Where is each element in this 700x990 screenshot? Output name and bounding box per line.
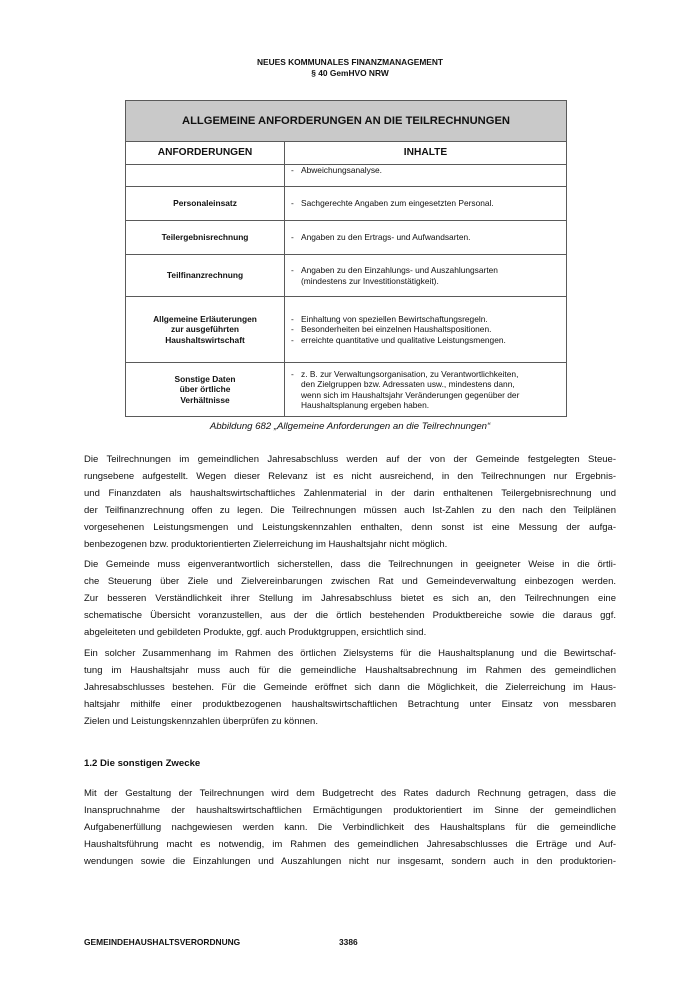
content-line: - Sachgerechte Angaben zum eingesetzten Personal. bbox=[291, 198, 494, 209]
requirement-label-line: Teilfinanzrechnung bbox=[166, 270, 244, 281]
paragraph-line: und Finanzdaten als haushaltswirtschaftliches Zahlenmaterial in der darin enthaltenen Teilergebnisrechnung und bbox=[84, 488, 616, 499]
paragraph-line: che Steuerung über Ziele und Zielvereinbarungen zwischen Rat und Gemeindeverwaltung einbezogen werden. bbox=[84, 576, 616, 587]
requirement-label bbox=[126, 187, 285, 221]
requirement-label bbox=[126, 221, 285, 255]
content-line: - Besonderheiten bei einzelnen Haushaltspositionen. bbox=[291, 324, 492, 335]
footer-title: GEMEINDEHAUSHALTSVERORDNUNG bbox=[84, 937, 241, 947]
paragraph-line: rungsebene aufgestellt. Wegen dieser Relevanz ist es nicht ausreichend, in den Teilrechnungen nur Ergebnis- bbox=[84, 471, 616, 482]
requirement-label-line: Allgemeine Erläuterungen bbox=[153, 313, 257, 324]
paragraph-line: Aufgabenerfüllung nachgewiesen werden kann. Die Verbindlichkeit des Haushaltsplans für die gemeindliche bbox=[84, 822, 616, 833]
requirement-label bbox=[126, 363, 285, 417]
requirement-label-line: Verhältnisse bbox=[180, 394, 230, 405]
page-header bbox=[0, 57, 700, 78]
content-line: - Angaben zu den Ertrags- und Aufwandsarten. bbox=[291, 232, 471, 243]
paragraph-line: Haushaltsführung macht es notwendig, im Rahmen des gemeindlichen Jahresabschlusses die Erträge und Auf- bbox=[84, 839, 616, 850]
paragraph-line: Inanspruchnahme der haushaltswirtschaftlichen Ermächtigungen produktorientiert im Sinne der gemeindlichen bbox=[84, 805, 616, 816]
content-cell bbox=[285, 297, 567, 363]
column-header-inhalte: INHALTE bbox=[285, 142, 567, 165]
table-row bbox=[126, 165, 567, 187]
table-body bbox=[126, 165, 567, 417]
paragraph-3 bbox=[84, 645, 616, 730]
table-row bbox=[126, 297, 567, 363]
requirement-label-line: über örtliche bbox=[179, 384, 231, 395]
paragraph-2 bbox=[84, 556, 616, 641]
section-heading: 1.2 Die sonstigen Zwecke bbox=[84, 758, 201, 769]
page-footer bbox=[84, 937, 358, 947]
requirements-table bbox=[125, 100, 567, 417]
requirement-label-line: Haushaltswirtschaft bbox=[165, 334, 245, 345]
content-line bbox=[291, 276, 566, 287]
requirement-label-line: Personaleinsatz bbox=[173, 198, 237, 209]
requirement-label bbox=[126, 297, 285, 363]
paragraph-line: Zur besseren Verständlichkeit ihrer Stellung im Jahresabschluss bietet es sich an, den Teilrechnungen eine bbox=[84, 593, 616, 604]
content-cell bbox=[285, 187, 567, 221]
content-text: (mindestens zur Investitionstätigkeit). bbox=[301, 275, 439, 286]
requirement-label bbox=[126, 255, 285, 297]
content-text: den Zielgruppen bzw. Adressaten usw., mindestens dann, bbox=[301, 379, 515, 389]
paragraph-line: der Teilfinanzrechnung offen zu legen. Die Teilrechnungen müssen auch Ist-Zahlen zu den nach den Teilplänen bbox=[84, 505, 616, 516]
paragraph-line: haltsjahr mithilfe einer produktbezogenen haushaltswirtschaftlichen Betrachtung unter Einsatz von messbaren bbox=[84, 699, 616, 710]
table-row bbox=[126, 187, 567, 221]
paragraph-line: tung im Haushaltsjahr muss auch für die gemeindliche Haushaltsabrechnung im Rahmen des gemeindlichen bbox=[84, 665, 616, 676]
paragraph-line: wendungen sowie die Einzahlungen und Auszahlungen nicht nur insgesamt, sondern auch in den produktorien- bbox=[84, 856, 616, 867]
paragraph-line: Jahresabschlusses bestehen. Für die Gemeinde eröffnet sich dann die Möglichkeit, die Zielerreichung im Haus- bbox=[84, 682, 616, 693]
content-text: Angaben zu den Ertrags- und Aufwandsarten. bbox=[301, 232, 471, 243]
content-line: - Einhaltung von speziellen Bewirtschaftungsregeln. bbox=[291, 313, 488, 324]
content-text: z. B. zur Verwaltungsorganisation, zu Verantwortlichkeiten, bbox=[301, 368, 519, 379]
paragraph-4 bbox=[84, 785, 616, 870]
content-cell bbox=[285, 255, 567, 297]
content-text: erreichte quantitative und qualitative Leistungsmengen. bbox=[301, 334, 506, 345]
paragraph-line: benbezogenen bzw. produktorientierten Zielerreichung im Haushaltsjahr nicht möglich. bbox=[84, 539, 448, 550]
paragraph-line: Die Teilrechnungen im gemeindlichen Jahresabschluss werden auf der von der Gemeinde festgelegten Steue- bbox=[84, 454, 616, 465]
content-text: Angaben zu den Einzahlungs- und Auszahlungsarten bbox=[301, 265, 498, 275]
figure-caption: Abbildung 682 „Allgemeine Anforderungen an die Teilrechnungen“ bbox=[209, 421, 491, 432]
content-cell bbox=[285, 363, 567, 417]
requirement-label-line: Sonstige Daten bbox=[174, 373, 236, 384]
content-text: Einhaltung von speziellen Bewirtschaftungsregeln. bbox=[301, 313, 488, 324]
content-text: wenn sich im Haushaltsjahr Veränderungen gegenüber der bbox=[301, 389, 520, 400]
paragraph-line: abgeleiteten und gebildeten Produkte, ggf. auch Produktgruppen, ersichtlich sind. bbox=[84, 627, 427, 638]
content-cell bbox=[285, 165, 567, 187]
paragraph-line: vorgesehenen Leistungsmengen und Leistungskennzahlen enthalten, denn sonst ist eine Messung der aufga- bbox=[84, 522, 616, 533]
content-line: - Abweichungsanalyse. bbox=[291, 165, 383, 175]
content-line bbox=[291, 390, 566, 401]
header-subtitle: § 40 GemHVO NRW bbox=[311, 67, 389, 78]
paragraph-line: Mit der Gestaltung der Teilrechnungen wird dem Budgetrecht des Rates dadurch Rechnung getragen, dass die bbox=[84, 788, 616, 799]
paragraph-line: Die Gemeinde muss eigenverantwortlich sicherstellen, dass die Teilrechnungen in geeigneter Weise in die örtli- bbox=[84, 559, 616, 570]
content-cell bbox=[285, 221, 567, 255]
content-text: Besonderheiten bei einzelnen Haushaltspositionen. bbox=[301, 324, 492, 335]
content-line bbox=[291, 379, 566, 390]
page-number: 3386 bbox=[339, 937, 358, 947]
paragraph-line: Ein solcher Zusammenhang im Rahmen des örtlichen Zielsystems für die Haushaltsplanung und die Bewirtschaf- bbox=[84, 648, 616, 659]
paragraph-line: schematische Übersicht voranzustellen, aus der die örtlich bestehenden Produktbereiche sowie die daraus ggf. bbox=[84, 610, 616, 621]
paragraph-line: Zielen und Leistungskennzahlen überprüfen zu können. bbox=[84, 716, 318, 727]
content-line: - z. B. zur Verwaltungsorganisation, zu Verantwortlichkeiten, bbox=[291, 368, 519, 379]
table-row bbox=[126, 221, 567, 255]
content-line bbox=[291, 400, 566, 411]
requirement-label-line: Teilergebnisrechnung bbox=[161, 232, 249, 243]
table-row bbox=[126, 363, 567, 417]
content-text: Haushaltsplanung ergeben haben. bbox=[301, 400, 430, 410]
content-line: - Angaben zu den Einzahlungs- und Auszahlungsarten bbox=[291, 265, 498, 275]
header-title: NEUES KOMMUNALES FINANZMANAGEMENT bbox=[256, 57, 444, 67]
requirement-label bbox=[126, 165, 285, 187]
content-text: Sachgerechte Angaben zum eingesetzten Personal. bbox=[301, 198, 494, 209]
column-header-anforderungen: ANFORDERUNGEN bbox=[126, 142, 285, 165]
table-row bbox=[126, 255, 567, 297]
paragraph-1 bbox=[84, 451, 616, 553]
content-text: Abweichungsanalyse. bbox=[301, 165, 383, 175]
table-title: ALLGEMEINE ANFORDERUNGEN AN DIE TEILRECHNUNGEN bbox=[126, 101, 567, 142]
requirement-label-line: zur ausgeführten bbox=[171, 324, 239, 335]
content-line: - erreichte quantitative und qualitative Leistungsmengen. bbox=[291, 334, 506, 345]
